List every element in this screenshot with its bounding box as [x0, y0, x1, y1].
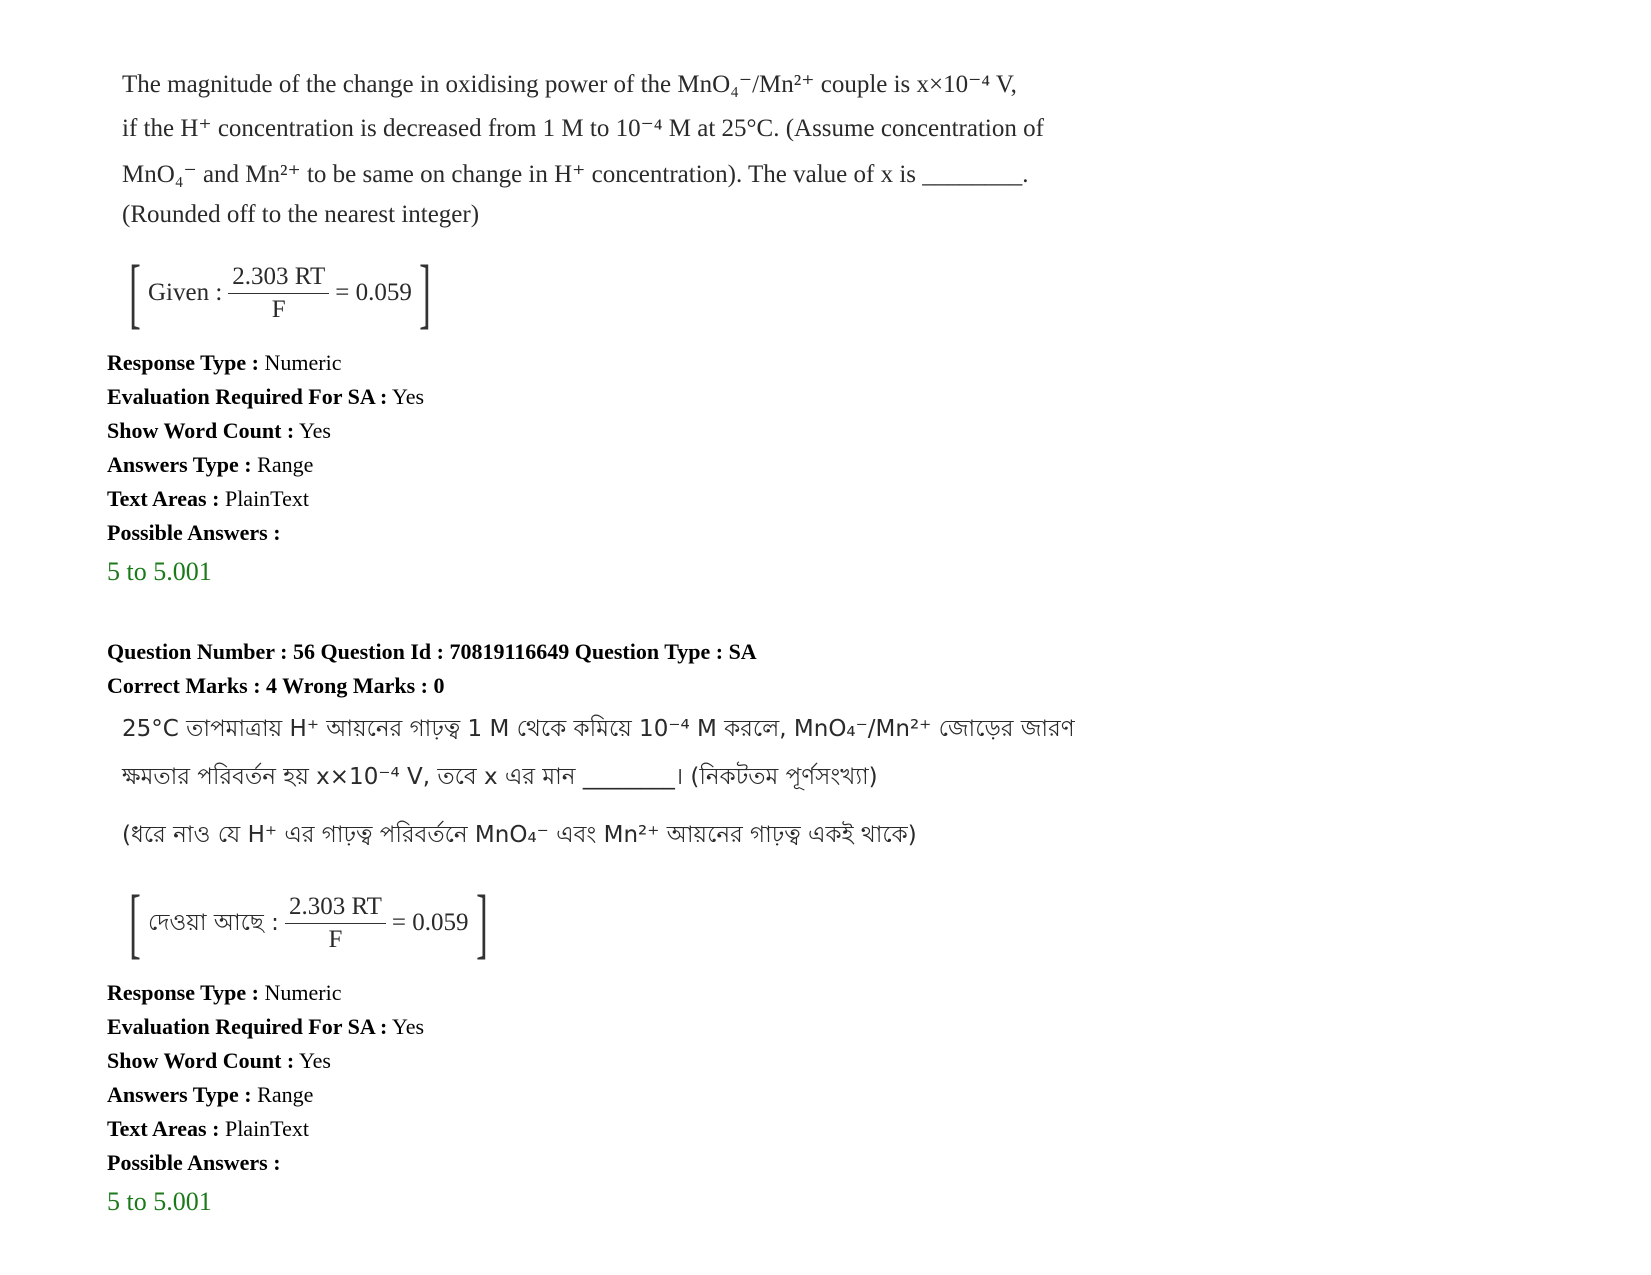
q2-fraction	[285, 893, 386, 954]
q1-meta-word-count: Show Word Count : Yes	[107, 418, 331, 443]
right-bracket: ]	[475, 879, 488, 966]
q1-meta-evaluation: Evaluation Required For SA : Yes	[107, 384, 425, 409]
q1-fraction-denominator: F	[271, 295, 286, 323]
q1-meta-possible-answers: Possible Answers :	[107, 520, 281, 545]
q1-line-4: (Rounded off to the nearest integer)	[122, 201, 480, 228]
q1-line-2: if the H⁺ concentration is decreased from 1 M to 10⁻⁴ M at 25°C. (Assume concentration of	[122, 115, 1044, 142]
q1-line-3: MnO₄⁻ and Mn²⁺ to be same on change in H⁺ concentration). The value of x is ________.	[122, 161, 1029, 188]
q2-fraction-denominator: F	[328, 925, 343, 953]
q2-given-label: দেওয়া আছে :	[147, 909, 279, 936]
q2-meta-text-areas: Text Areas : PlainText	[107, 1116, 309, 1141]
q2-answer: 5 to 5.001	[107, 1187, 212, 1216]
q2-meta-evaluation: Evaluation Required For SA : Yes	[107, 1014, 425, 1039]
q1-meta-text-areas: Text Areas : PlainText	[107, 486, 309, 511]
q2-header-line-1: Question Number : 56 Question Id : 70819116649 Question Type : SA	[107, 639, 757, 664]
q2-given-value: = 0.059	[391, 909, 469, 936]
left-bracket: [	[129, 879, 141, 966]
q1-meta-response-type: Response Type : Numeric	[107, 350, 342, 375]
q1-fraction	[228, 263, 329, 324]
q1-fraction-numerator: 2.303 RT	[228, 263, 329, 294]
q2-meta-word-count: Show Word Count : Yes	[107, 1048, 331, 1073]
q1-meta-answers-type: Answers Type : Range	[107, 452, 314, 477]
q1-line-1: The magnitude of the change in oxidising power of the MnO₄⁻/Mn²⁺ couple is x×10⁻⁴ V,	[122, 71, 1017, 98]
q2-line-2: ক্ষমতার পরিবর্তন হয় x×10⁻⁴ V, তবে x এর মান ________। (নিকটতম পূর্ণসংখ্যা)	[122, 764, 878, 790]
q2-header-line-2: Correct Marks : 4 Wrong Marks : 0	[107, 673, 445, 698]
q2-meta-answers-type: Answers Type : Range	[107, 1082, 314, 1107]
q1-given-formula	[122, 249, 438, 336]
q1-given-label: Given :	[147, 279, 223, 306]
q2-line-3: (ধরে নাও যে H⁺ এর গাঢ়ত্ব পরিবর্তনে MnO₄⁻ এবং Mn²⁺ আয়নের গাঢ়ত্ব একই থাকে)	[122, 822, 917, 848]
q2-line-1: 25°C তাপমাত্রায় H⁺ আয়নের গাঢ়ত্ব 1 M থেকে কমিয়ে 10⁻⁴ M করলে, MnO₄⁻/Mn²⁺ জোড়ের জারণ	[122, 716, 1075, 742]
q2-meta-response-type: Response Type : Numeric	[107, 980, 342, 1005]
left-bracket: [	[129, 249, 141, 336]
q1-given-value: = 0.059	[335, 279, 412, 306]
q2-given-formula	[122, 879, 494, 966]
q1-answer: 5 to 5.001	[107, 557, 212, 586]
q2-fraction-numerator: 2.303 RT	[285, 893, 386, 924]
right-bracket: ]	[418, 249, 431, 336]
q2-meta-possible-answers: Possible Answers :	[107, 1150, 281, 1175]
